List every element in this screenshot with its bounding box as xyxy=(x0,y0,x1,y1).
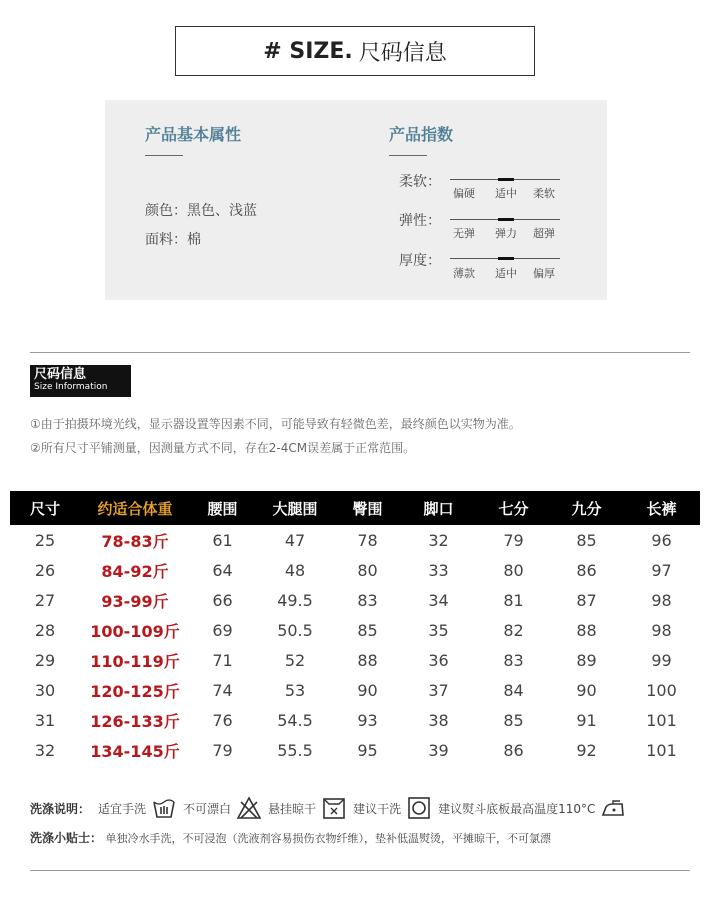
table-cell: 48 xyxy=(284,560,306,580)
care-text: 不可漂白 xyxy=(183,801,232,816)
care-text: 建议熨斗底板最高温度110°C xyxy=(438,801,596,816)
thickness-option: 适中 xyxy=(495,267,517,280)
tips-text: 单独冷水手洗，不可浸泡（洗液剂容易损伤衣物纤维），垫补低温熨烫，平摊晾干，不可氯漂 xyxy=(105,832,552,845)
tips-label: 洗涤小贴士： xyxy=(30,831,103,845)
table-header-row xyxy=(10,491,700,525)
table-cell: 99 xyxy=(651,650,672,670)
table-cell: 80 xyxy=(357,560,378,580)
table-header-cell: 长裤 xyxy=(646,499,677,518)
table-row xyxy=(10,615,700,645)
care-text: 适宜手洗 xyxy=(98,801,147,816)
table-body xyxy=(10,525,700,765)
table-cell: 78 xyxy=(357,530,378,550)
table-cell: 28 xyxy=(34,620,56,640)
softness-option: 适中 xyxy=(495,187,517,200)
table-cell: 74 xyxy=(212,680,233,700)
table-cell: 101 xyxy=(646,740,677,760)
weight-cell: 84-92斤 xyxy=(101,561,169,581)
table-cell: 100 xyxy=(646,680,677,700)
thickness-option: 偏厚 xyxy=(533,267,555,280)
table-cell: 35 xyxy=(428,620,449,640)
table-header-cell: 腰围 xyxy=(207,499,238,518)
size-hash-title: # SIZE. xyxy=(263,38,353,64)
table-cell: 38 xyxy=(428,710,449,730)
table-cell: 61 xyxy=(212,530,233,550)
table-cell: 32 xyxy=(428,530,449,550)
basic-attributes-underline xyxy=(145,155,183,156)
table-header-cell: 脚口 xyxy=(423,499,454,518)
table-cell: 53 xyxy=(284,680,306,700)
table-cell: 97 xyxy=(651,560,672,580)
table-header-cell: 臀围 xyxy=(352,499,383,518)
thickness-option: 薄款 xyxy=(453,267,475,280)
section-divider xyxy=(30,352,690,353)
size-header-box xyxy=(175,26,535,76)
elasticity-label: 弹性： xyxy=(399,213,441,229)
table-cell: 79 xyxy=(212,740,233,760)
iron-icon xyxy=(600,795,626,821)
table-cell: 98 xyxy=(651,590,672,610)
table-row xyxy=(10,555,700,585)
product-index-title: 产品指数 xyxy=(389,125,454,144)
weight-cell: 120-125斤 xyxy=(90,681,180,701)
size-info-tag-zh: 尺码信息 xyxy=(34,367,87,382)
hand-wash-icon xyxy=(151,795,177,821)
table-cell: 27 xyxy=(34,590,56,610)
table-cell: 85 xyxy=(503,710,524,730)
softness-option: 柔软 xyxy=(533,187,555,200)
table-cell: 47 xyxy=(284,530,306,550)
fabric-attribute: 面料：棉 xyxy=(145,232,201,248)
table-cell: 87 xyxy=(576,590,597,610)
weight-cell: 100-109斤 xyxy=(90,621,180,641)
weight-cell: 93-99斤 xyxy=(101,591,169,611)
table-cell: 93 xyxy=(357,710,378,730)
table-cell: 86 xyxy=(503,740,524,760)
elasticity-marker xyxy=(498,218,514,221)
softness-marker xyxy=(498,178,514,181)
basic-attributes-title: 产品基本属性 xyxy=(145,125,242,144)
table-cell: 85 xyxy=(357,620,378,640)
care-text: 悬挂晾干 xyxy=(268,801,317,816)
table-cell: 86 xyxy=(576,560,597,580)
table-cell: 31 xyxy=(34,710,56,730)
table-cell: 30 xyxy=(34,680,56,700)
hang-dry-icon xyxy=(321,795,347,821)
table-header-cell: 大腿围 xyxy=(272,499,318,518)
table-cell: 85 xyxy=(576,530,597,550)
elasticity-option: 弹力 xyxy=(495,227,517,240)
softness-option: 偏硬 xyxy=(453,187,475,200)
table-row xyxy=(10,525,700,555)
table-cell: 79 xyxy=(503,530,524,550)
table-cell: 52 xyxy=(284,650,306,670)
thickness-label: 厚度： xyxy=(399,253,441,269)
table-cell: 92 xyxy=(576,740,597,760)
table-cell: 26 xyxy=(34,560,56,580)
table-cell: 34 xyxy=(428,590,449,610)
care-tips xyxy=(30,829,551,846)
table-cell: 39 xyxy=(428,740,449,760)
table-cell: 84 xyxy=(503,680,524,700)
care-label: 洗涤说明： xyxy=(30,801,91,816)
table-cell: 71 xyxy=(212,650,233,670)
table-row xyxy=(10,645,700,675)
weight-cell: 110-119斤 xyxy=(90,651,180,671)
table-cell: 88 xyxy=(357,650,378,670)
weight-cell: 78-83斤 xyxy=(101,531,169,551)
table-cell: 90 xyxy=(576,680,597,700)
color-attribute: 颜色：黑色、浅蓝 xyxy=(145,203,257,219)
table-cell: 25 xyxy=(34,530,56,550)
tumble-dry-icon xyxy=(406,795,432,821)
table-cell: 83 xyxy=(357,590,378,610)
table-cell: 55.5 xyxy=(277,740,313,760)
table-row xyxy=(10,705,700,735)
elasticity-option: 无弹 xyxy=(453,227,475,240)
table-cell: 98 xyxy=(651,620,672,640)
size-info-tag-en: Size Information xyxy=(34,382,108,392)
table-cell: 90 xyxy=(357,680,378,700)
table-row xyxy=(10,675,700,705)
table-header-cell: 九分 xyxy=(571,499,602,518)
table-row xyxy=(10,735,700,765)
table-cell: 49.5 xyxy=(277,590,313,610)
table-cell: 81 xyxy=(503,590,524,610)
table-cell: 76 xyxy=(212,710,233,730)
table-cell: 96 xyxy=(651,530,672,550)
care-text: 建议干洗 xyxy=(353,801,402,816)
table-cell: 50.5 xyxy=(277,620,313,640)
table-cell: 83 xyxy=(503,650,524,670)
softness-label: 柔软： xyxy=(399,174,441,190)
measurement-note: ②所有尺寸平铺测量，因测量方式不同，存在2-4CM误差属于正常范围。 xyxy=(30,441,416,455)
care-instructions xyxy=(30,793,632,823)
no-bleach-icon xyxy=(236,795,262,821)
weight-cell: 134-145斤 xyxy=(90,741,180,761)
color-note: ①由于拍摄环境光线，显示器设置等因素不同，可能导致有轻微色差，最终颜色以实物为准。 xyxy=(30,417,521,431)
size-table xyxy=(10,491,700,765)
table-header-cell: 约适合体重 xyxy=(97,499,173,518)
table-cell: 64 xyxy=(212,560,233,580)
table-cell: 33 xyxy=(428,560,449,580)
table-cell: 37 xyxy=(428,680,449,700)
table-cell: 101 xyxy=(646,710,677,730)
table-header-cell: 七分 xyxy=(498,499,529,518)
table-row xyxy=(10,585,700,615)
table-cell: 69 xyxy=(212,620,233,640)
table-cell: 54.5 xyxy=(277,710,313,730)
product-attribute-panel xyxy=(105,100,607,300)
table-cell: 36 xyxy=(428,650,449,670)
product-index-underline xyxy=(389,155,427,156)
table-cell: 32 xyxy=(34,740,56,760)
table-cell: 95 xyxy=(357,740,378,760)
size-title-zh: 尺码信息 xyxy=(358,40,447,66)
thickness-marker xyxy=(498,257,514,260)
bottom-divider xyxy=(30,870,690,871)
size-info-tag xyxy=(30,365,131,397)
weight-cell: 126-133斤 xyxy=(90,711,180,731)
table-cell: 88 xyxy=(576,620,597,640)
elasticity-option: 超弹 xyxy=(533,227,555,240)
table-cell: 66 xyxy=(212,590,233,610)
table-cell: 91 xyxy=(576,710,597,730)
table-cell: 82 xyxy=(503,620,524,640)
table-cell: 29 xyxy=(34,650,56,670)
table-header-cell: 尺寸 xyxy=(29,499,60,518)
table-cell: 89 xyxy=(576,650,597,670)
table-cell: 80 xyxy=(503,560,524,580)
